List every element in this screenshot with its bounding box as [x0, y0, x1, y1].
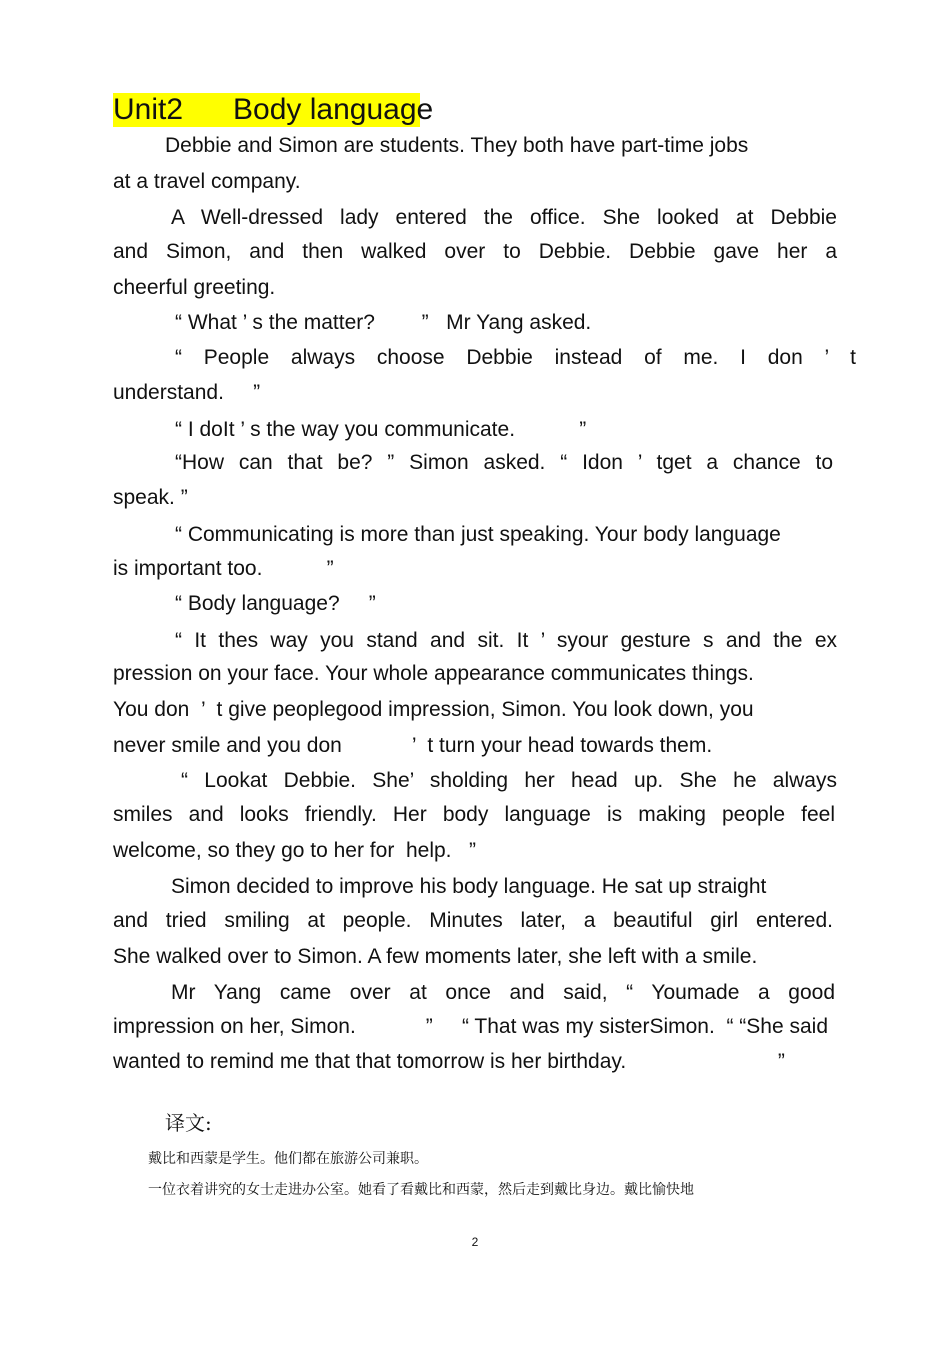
text-line: at a travel company.	[113, 170, 301, 193]
text-line: “ Body language? ”	[175, 592, 376, 615]
text-line: and tried smiling at people. Minutes later, a beautiful girl entered.	[113, 909, 833, 932]
text-line: smiles and looks friendly. Her body language is making people feel	[113, 803, 835, 826]
text-line: A Well-dressed lady entered the office. She looked at Debbie	[171, 206, 837, 229]
text-line: and Simon, and then walked over to Debbie. Debbie gave her a	[113, 240, 837, 263]
text-line: is important too. ”	[113, 557, 334, 580]
translation-line: 一位衣着讲究的女士走进办公室。她看了看戴比和西蒙，然后走到戴比身边。戴比愉快地	[148, 1182, 694, 1198]
unit-title: Unit2 Body language	[113, 93, 434, 126]
text-line: speak. ”	[113, 486, 188, 509]
text-line: wanted to remind me that that tomorrow is her birthday. ”	[113, 1050, 785, 1073]
text-line: “ It thes way you stand and sit. It ’ syour gesture s and the ex	[175, 629, 837, 652]
text-line: “ Lookat Debbie. She’ sholding her head up. She he always	[181, 769, 837, 792]
text-line: never smile and you don ’ t turn your head towards them.	[113, 734, 713, 757]
translation-heading: 译文:	[165, 1111, 212, 1135]
text-line: Mr Yang came over at once and said, “ Youmade a good	[171, 981, 835, 1004]
text-line: understand. ”	[113, 381, 261, 404]
text-line: “ People always choose Debbie instead of me. I don ’ t	[175, 346, 856, 369]
text-line: Simon decided to improve his body language. He sat up straight	[171, 875, 767, 898]
text-line: Debbie and Simon are students. They both have part-time jobs	[165, 134, 749, 157]
page-number: 2	[471, 1235, 479, 1249]
text-line: She walked over to Simon. A few moments later, she left with a smile.	[113, 945, 758, 968]
translation-line: 戴比和西蒙是学生。他们都在旅游公司兼职。	[148, 1151, 428, 1167]
text-line: “How can that be? ” Simon asked. “ Idon ’ tget a chance to	[175, 451, 833, 474]
text-line: “ What ’ s the matter? ” Mr Yang asked.	[175, 311, 592, 334]
text-line: pression on your face. Your whole appearance communicates things.	[113, 662, 754, 685]
text-line: You don ’ t give peoplegood impression, Simon. You look down, you	[113, 698, 754, 721]
text-line: “ I doIt ’ s the way you communicate. ”	[175, 418, 587, 441]
text-line: impression on her, Simon. ” “ That was my sisterSimon. “ “She said	[113, 1015, 829, 1038]
text-line: cheerful greeting.	[113, 276, 276, 299]
text-line: welcome, so they go to her for help. ”	[113, 839, 477, 862]
text-line: “ Communicating is more than just speaking. Your body language	[175, 523, 781, 546]
